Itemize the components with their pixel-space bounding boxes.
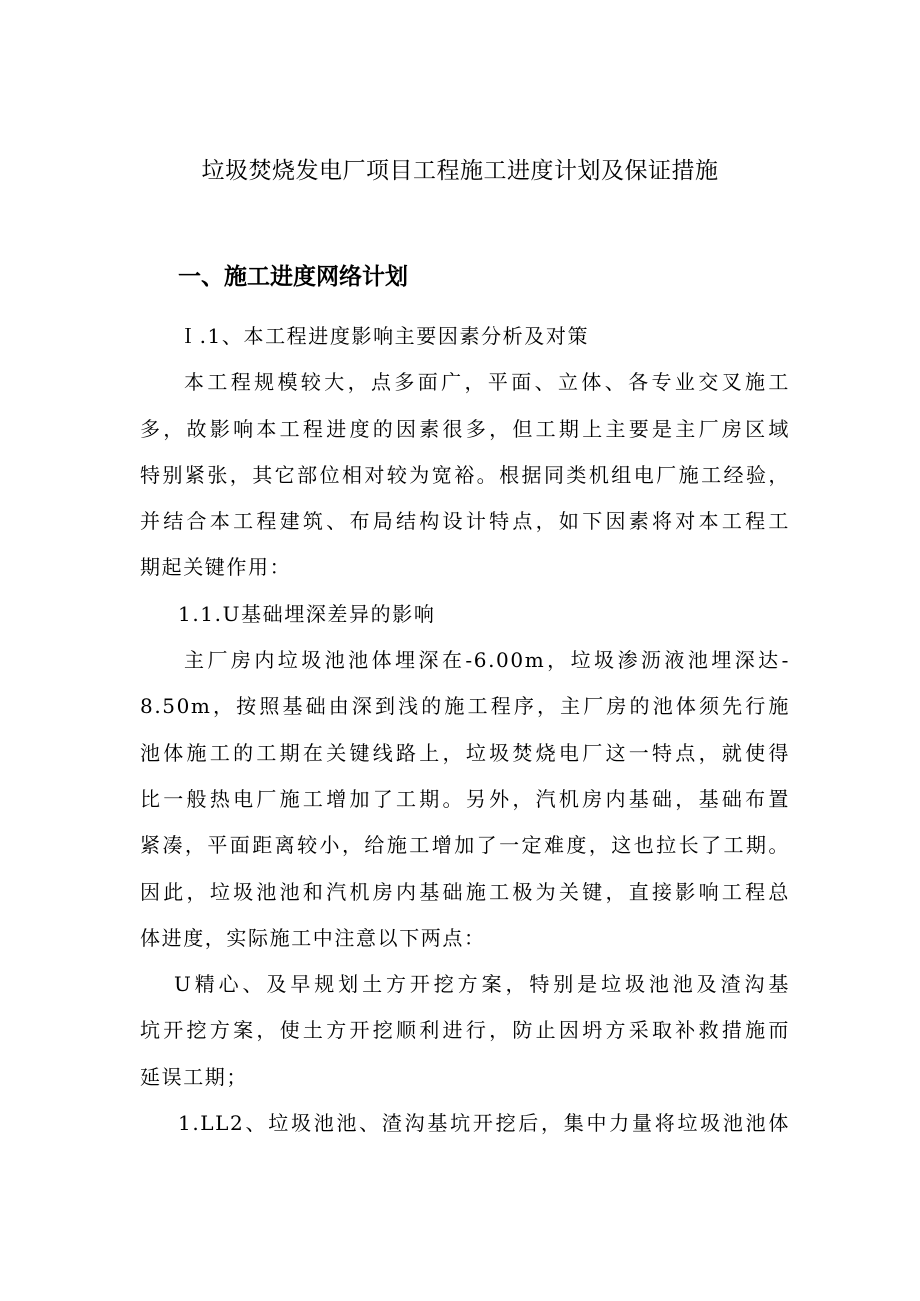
paragraph-line: U精心、及早规划土方开挖方案，特别是垃圾池池及渣沟基 [174, 972, 790, 997]
body-text [140, 313, 790, 1146]
paragraph-line: 主厂房内垃圾池池体埋深在-6.00m，垃圾渗沥液池埋深达- [184, 648, 790, 673]
paragraph-line: 坑开挖方案，使土方开挖顺利进行，防止因坍方采取补救措施而 [140, 1018, 790, 1043]
paragraph-line: 体进度，实际施工中注意以下两点： [140, 925, 486, 950]
paragraph-line: 8.50m，按照基础由深到浅的施工程序，主厂房的池体须先行施 [140, 694, 790, 719]
paragraph-line: 延误工期； [140, 1064, 248, 1089]
paragraph-line: 特别紧张，其它部位相对较为宽裕。根据同类机组电厂施工经验， [140, 462, 790, 487]
paragraph-line: 比一般热电厂施工增加了工期。另外，汽机房内基础，基础布置 [140, 786, 790, 811]
paragraph-line: 本工程规模较大，点多面广，平面、立体、各专业交叉施工 [184, 370, 790, 395]
paragraph-line: 池体施工的工期在关键线路上，垃圾焚烧电厂这一特点，就使得 [140, 740, 790, 765]
subsection-heading: Ｉ.1、本工程进度影响主要因素分析及对策 [178, 324, 590, 348]
paragraph-line: 1.LL2、垃圾池池、渣沟基坑开挖后，集中力量将垃圾池池体 [178, 1111, 790, 1136]
paragraph-line: 紧凑，平面距离较小，给施工增加了一定难度，这也拉长了工期。 [140, 833, 790, 858]
subsection-heading: 1.1.U基础埋深差异的影响 [178, 601, 436, 626]
document-title: 垃圾焚烧发电厂项目工程施工进度计划及保证措施 [201, 158, 719, 184]
paragraph-line: 因此，垃圾池池和汽机房内基础施工极为关键，直接影响工程总 [140, 879, 790, 904]
paragraph-line: 期起关键作用： [140, 555, 292, 580]
section-heading: 一、施工进度网络计划 [178, 264, 408, 290]
paragraph-line: 并结合本工程建筑、布局结构设计特点，如下因素将对本工程工 [140, 509, 790, 534]
paragraph-line: 多，故影响本工程进度的因素很多，但工期上主要是主厂房区域 [140, 416, 790, 441]
